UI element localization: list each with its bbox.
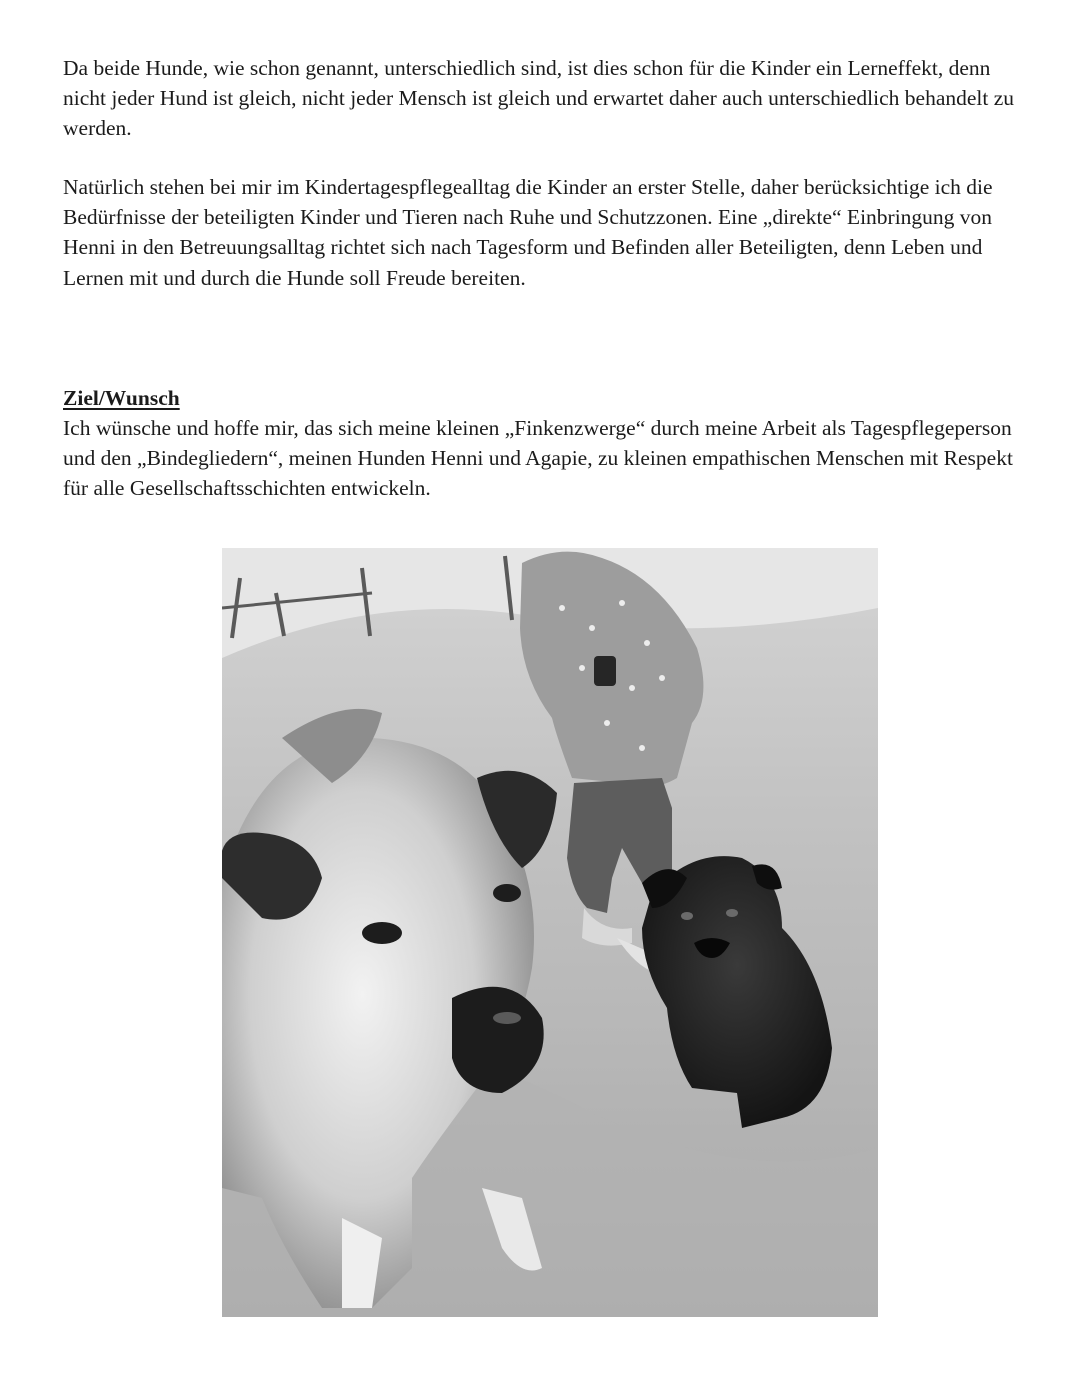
paragraph-children-priority: Natürlich stehen bei mir im Kindertagespflegealltag die Kinder an erster Stelle, daher berücksichtige ich die Bedürfnisse der beteiligten Kinder und Tieren nach Ruhe und Schutzzonen. Eine „direkte“ Einbringung von Henni in den Betreuungsalltag richtet sich nach Tagesform und Befinden aller Beteiligten, denn Leben und Lernen mit und durch die Hunde soll Freude bereiten. (63, 175, 993, 290)
paragraph-dogs-differences: Da beide Hunde, wie schon genannt, unterschiedlich sind, ist dies schon für die Kinder ein Lerneffekt, denn nicht jeder Hund ist gleich, nicht jeder Mensch ist gleich und erwartet daher auch unterschiedlich behandelt zu werden. (63, 56, 1015, 141)
big-dog (222, 709, 557, 1308)
paragraph-goal-wish: Ich wünsche und hoffe mir, das sich meine kleinen „Finkenzwerge“ durch meine Arbeit als Tagespflegeperson und den „Bindegliedern“, meinen Hunden Henni und Agapie, zu kleinen empathischen Menschen mit Respekt für alle Gesellschaftsschichten entwickeln. (63, 416, 1013, 501)
photo-dogs-and-child-on-beach (222, 548, 878, 1317)
section-heading-goal: Ziel/Wunsch (63, 386, 180, 410)
